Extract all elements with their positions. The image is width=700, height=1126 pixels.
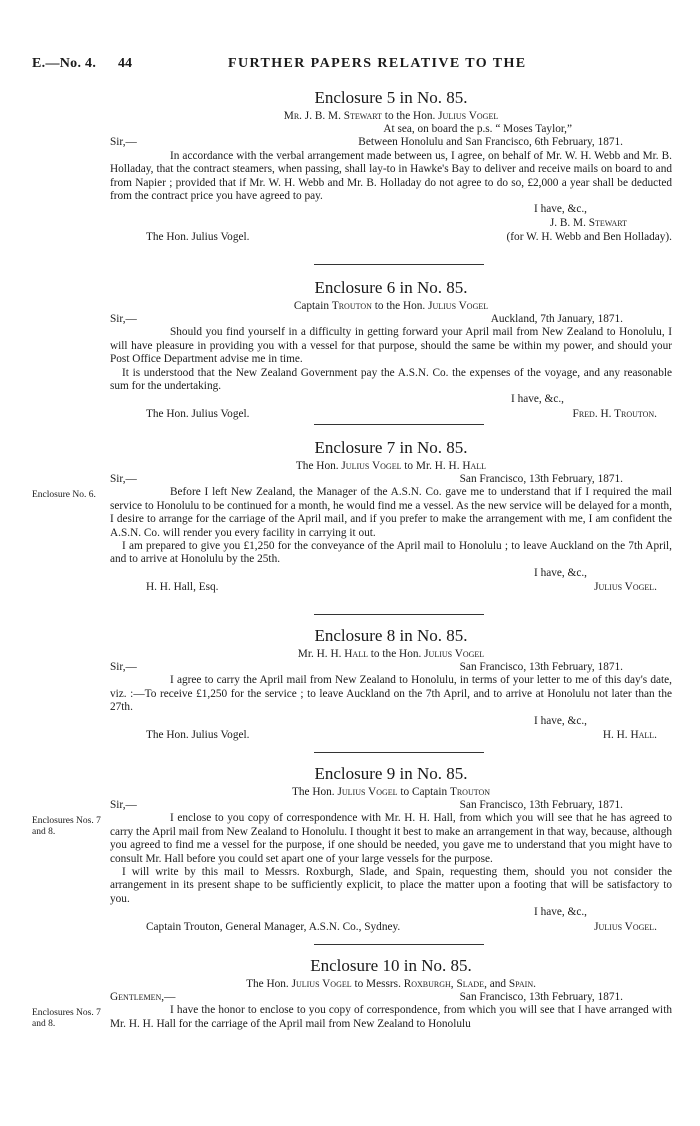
margin-note: Enclosures Nos. 7 and 8. [32,1008,101,1029]
subtitle-part: to the Hon. [371,300,429,312]
recipient-row [110,729,672,743]
closing: I have, &c., [533,566,587,579]
page-number: 44 [118,56,132,71]
recipient-row [110,581,672,595]
enclosure-title: Enclosure 7 in No. 85. [314,438,468,457]
enclosure-title: Enclosure 9 in No. 85. [314,764,468,783]
salutation: Sir,— [110,661,137,673]
recipient: Captain Trouton, General Manager, A.S.N. Co., Sydney. [146,920,401,933]
subtitle-part: The Hon. [246,978,292,990]
salutation-row [110,473,672,486]
subtitle-part: Trouton [449,786,491,798]
letter-body: I agree to carry the April mail from New Zealand to Honolulu, in terms of your letter to me of this day's date, viz. :—To receive £1,250 for the service ; to leave Auckland on the 7th April, and to arrive at Honolulu not later than the 27th. [110,674,672,714]
enclosure-6 [110,278,672,422]
subtitle-part: Julius Vogel [428,300,489,312]
closing: I have, &c., [533,714,587,727]
enclosure-subtitle [110,299,672,313]
enclosure-subtitle [110,647,672,661]
enclosure-title: Enclosure 5 in No. 85. [314,88,468,107]
salutation-row [110,661,672,674]
section-divider [314,614,484,615]
salutation: Gentlemen,— [110,991,176,1003]
subtitle-part: to the Hon. [367,648,425,660]
subtitle-part: to Mr. [401,460,435,472]
subtitle-part: Spain [508,978,534,990]
subtitle-part: Mr. J. B. M. Stewart [283,110,382,122]
enclosure-9 [110,764,672,935]
signature-note: (for W. H. Webb and Ben Holladay). [506,231,672,244]
salutation-row [110,313,672,326]
enclosure-title: Enclosure 8 in No. 85. [314,626,468,645]
section-divider [314,264,484,265]
enclosure-10 [110,956,672,1031]
salutation: Sir,— [110,799,137,811]
subtitle-part: The Hon. [291,786,338,798]
letter-body: In accordance with the verbal arrangement made between us, I agree, on behalf of Mr. W. H. Webb and Mr. B. Holladay, that the contract steamers, when passing, shall lay-to in Hawke's Bay to deliver and receive mails on board to and from Napier ; provided that if Mr. W. H. Webb and Mr. B. Holladay do not agree to do so, £2,000 a year shall be deducted from the contract price you have agreed to pay. [110,149,672,203]
salutation: Sir,— [110,473,137,485]
enclosure-subtitle [110,109,672,123]
salutation-row [110,991,672,1004]
subtitle-part: Julius Vogel [438,110,499,122]
closing: I have, &c., [533,203,587,216]
series-number: E.—No. 4. [32,56,97,71]
recipient: The Hon. Julius Vogel. [146,231,250,244]
subtitle-part: to Messrs. [351,978,404,990]
letter-body: Should you find yourself in a difficulty in getting forward your April mail from New Zealand to Honolulu, I will have pleasure in providing you with a vessel for that purpose, should the same be within my power, and should your Post Office Department advise me in time. [110,326,672,366]
section-divider [314,944,484,945]
enclosure-7 [110,438,672,595]
letter-body: I will write by this mail to Messrs. Roxburgh, Slade, and Spain, requesting them, should you not consider the arrangement in its present shape to be sufficiently explicit, to place the matter upon a footing that will be satisfactory to you. [110,866,672,905]
subtitle-part: Roxburgh, Slade, [403,978,487,990]
subtitle-part: Mr. [297,648,317,660]
signature: Fred. H. Trouton. [572,407,657,420]
section-divider [314,424,484,425]
signature: J. B. M. Stewart [549,216,627,229]
letter-body: Before I left New Zealand, the Manager of the A.S.N. Co. gave me to understand that if I required the mail service to Honolulu to be continued for a month, he would find me a vessel. As the new service will be delayed for a month, I desire to arrange for the carriage of the April mail, and if you prefer to make the arrangement with me, I am confident the A.S.N. Co. will render you every facility in carrying it out. [110,486,672,539]
subtitle-part: to Captain [397,786,450,798]
signature: Julius Vogel. [594,581,657,594]
signature: H. H. Hall. [602,729,657,742]
letter-body: I have the honor to enclose to you copy of correspondence, from which you will see that I have arranged with Mr. H. H. Hall for the carriage of the April mail from New Zealand to Honolulu [110,1004,672,1030]
signature: Julius Vogel. [594,920,657,933]
salutation: Sir,— [110,136,137,149]
letter-date: San Francisco, 13th February, 1871. [459,473,623,485]
enclosure-subtitle [110,459,672,473]
margin-note: Enclosures Nos. 7 and 8. [32,816,101,837]
enclosure-5 [110,88,672,245]
subtitle-part: Julius Vogel [424,648,485,660]
recipient: The Hon. Julius Vogel. [146,729,250,742]
subtitle-part: Julius Vogel [291,978,352,990]
closing: I have, &c., [510,393,564,406]
letter-body: I am prepared to give you £1,250 for the conveyance of the April mail to Honolulu ; to leave Auckland on the 7th April, and to arrive at Honolulu by the 25th. [110,540,672,566]
section-divider [314,752,484,753]
salutation-row [110,799,672,812]
letter-date: San Francisco, 13th February, 1871. [459,799,623,811]
subtitle-part: H. H. Hall [316,648,368,660]
enclosure-title: Enclosure 6 in No. 85. [314,278,468,297]
running-title: FURTHER PAPERS RELATIVE TO THE [228,56,527,71]
closing: I have, &c., [533,906,587,919]
recipient-row [110,231,672,245]
recipient-row [110,921,672,935]
subtitle-part: . [533,978,536,990]
subtitle-part: Trouton [331,300,372,312]
salutation-row [110,136,672,149]
subtitle-part: The Hon. [295,460,342,472]
recipient: The Hon. Julius Vogel. [146,407,250,420]
letter-date: San Francisco, 13th February, 1871. [459,661,623,673]
letter-body: It is understood that the New Zealand Government pay the A.S.N. Co. the expenses of the voyage, and any reasonable sum for the undertaking. [110,366,672,393]
enclosure-8 [110,626,672,743]
recipient-row [110,408,672,422]
letter-body: I enclose to you copy of correspondence with Mr. H. H. Hall, from which you will see that he has agreed to carry the April mail from New Zealand to Honolulu. I thought it best to make an arrangement in that way, because, although you agreed to find me a vessel for the purpose, if one should be needed, you gave me to understand that you might have to consult Mr. Hall before you could set apart one of your large vessels for the purpose. [110,812,672,865]
letter-location: At sea, on board the p.s. “ Moses Taylor,” [383,123,572,135]
subtitle-part: Julius Vogel [341,460,402,472]
letter-date: Between Honolulu and San Francisco, 6th February, 1871. [358,136,623,149]
salutation: Sir,— [110,313,137,325]
letter-date: Auckland, 7th January, 1871. [490,313,623,325]
subtitle-part: to the Hon. [381,110,439,122]
subtitle-part: Captain [293,300,332,312]
subtitle-part: and [486,978,509,990]
enclosure-subtitle [110,977,672,991]
letter-date: San Francisco, 13th February, 1871. [459,991,623,1003]
subtitle-part: Julius Vogel [337,786,398,798]
subtitle-part: H. H. Hall [434,460,487,472]
recipient: H. H. Hall, Esq. [146,581,219,594]
enclosure-title: Enclosure 10 in No. 85. [310,956,472,975]
margin-note: Enclosure No. 6. [32,490,96,500]
enclosure-subtitle [110,785,672,799]
